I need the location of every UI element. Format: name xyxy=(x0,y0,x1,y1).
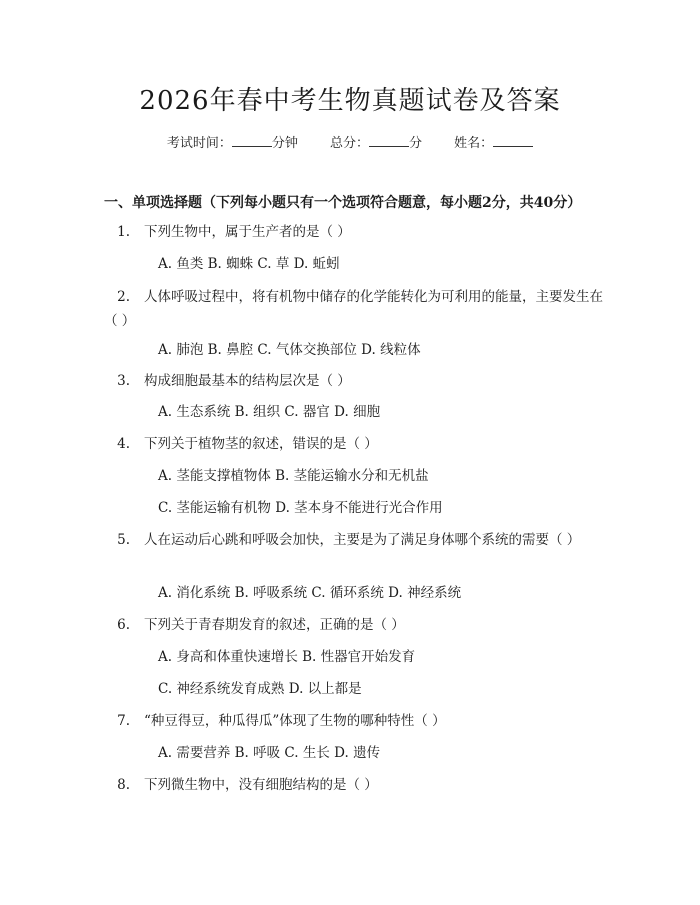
question xyxy=(104,285,604,333)
question-stem: 人在运动后心跳和呼吸会加快，主要是为了满足身体哪个系统的需要（ ） xyxy=(144,532,581,548)
question-stem: 下列微生物中，没有细胞结构的是（ ） xyxy=(144,777,378,793)
question-options: A. 消化系统 B. 呼吸系统 C. 循环系统 D. 神经系统 xyxy=(158,585,462,601)
score-unit: 分 xyxy=(409,136,423,151)
question-stem: 人体呼吸过程中，将有机物中储存的化学能转化为可利用的能量，主要发生在（ ） xyxy=(104,289,603,329)
question-options: A. 生态系统 B. 组织 C. 器官 D. 细胞 xyxy=(158,404,381,420)
time-unit: 分钟 xyxy=(271,136,298,151)
question-options: A. 身高和体重快速增长 B. 性器官开始发育 xyxy=(158,649,416,665)
question-number: 3. xyxy=(117,373,130,389)
question-options: A. 鱼类 B. 蜘蛛 C. 草 D. 蚯蚓 xyxy=(158,256,340,272)
question xyxy=(104,709,604,733)
time-field xyxy=(167,132,298,151)
score-field xyxy=(330,132,422,151)
time-blank xyxy=(232,134,272,147)
question-options: A. 茎能支撑植物体 B. 茎能运输水分和无机盐 xyxy=(158,468,429,484)
question-stem: 下列关于植物茎的叙述，错误的是（ ） xyxy=(144,436,378,452)
question xyxy=(104,528,604,552)
name-field xyxy=(454,132,533,151)
question xyxy=(104,369,604,393)
question xyxy=(104,613,604,637)
score-label: 总分： xyxy=(329,136,369,151)
name-blank xyxy=(493,134,533,147)
question-number: 2. xyxy=(117,289,130,305)
question xyxy=(104,432,604,456)
question-stem: 下列生物中，属于生产者的是（ ） xyxy=(144,224,351,240)
question-number: 7. xyxy=(117,713,130,729)
question-number: 8. xyxy=(117,777,130,793)
question-number: 6. xyxy=(117,617,130,633)
score-blank xyxy=(369,134,409,147)
question xyxy=(104,773,604,797)
question-number: 4. xyxy=(117,436,130,452)
time-label: 考试时间： xyxy=(166,136,232,151)
question-options: A. 需要营养 B. 呼吸 C. 生长 D. 遗传 xyxy=(158,745,381,761)
question-stem: 构成细胞最基本的结构层次是（ ） xyxy=(144,373,351,389)
question-number: 5. xyxy=(117,532,130,548)
question xyxy=(104,220,604,244)
section-heading: 一、单项选择题（下列每小题只有一个选项符合题意，每小题2分，共40分） xyxy=(104,195,582,211)
question-options: C. 茎能运输有机物 D. 茎本身不能进行光合作用 xyxy=(158,500,443,516)
question-stem: “种豆得豆，种瓜得瓜”体现了生物的哪种特性（ ） xyxy=(144,713,446,729)
exam-meta xyxy=(0,132,700,151)
question-stem: 下列关于青春期发育的叙述，正确的是（ ） xyxy=(144,617,405,633)
page-title: 2026年春中考生物真题试卷及答案 xyxy=(139,86,561,116)
question-options: A. 肺泡 B. 鼻腔 C. 气体交换部位 D. 线粒体 xyxy=(158,342,421,358)
question-number: 1. xyxy=(117,224,130,240)
question-options: C. 神经系统发育成熟 D. 以上都是 xyxy=(158,681,362,697)
name-label: 姓名： xyxy=(454,136,494,151)
